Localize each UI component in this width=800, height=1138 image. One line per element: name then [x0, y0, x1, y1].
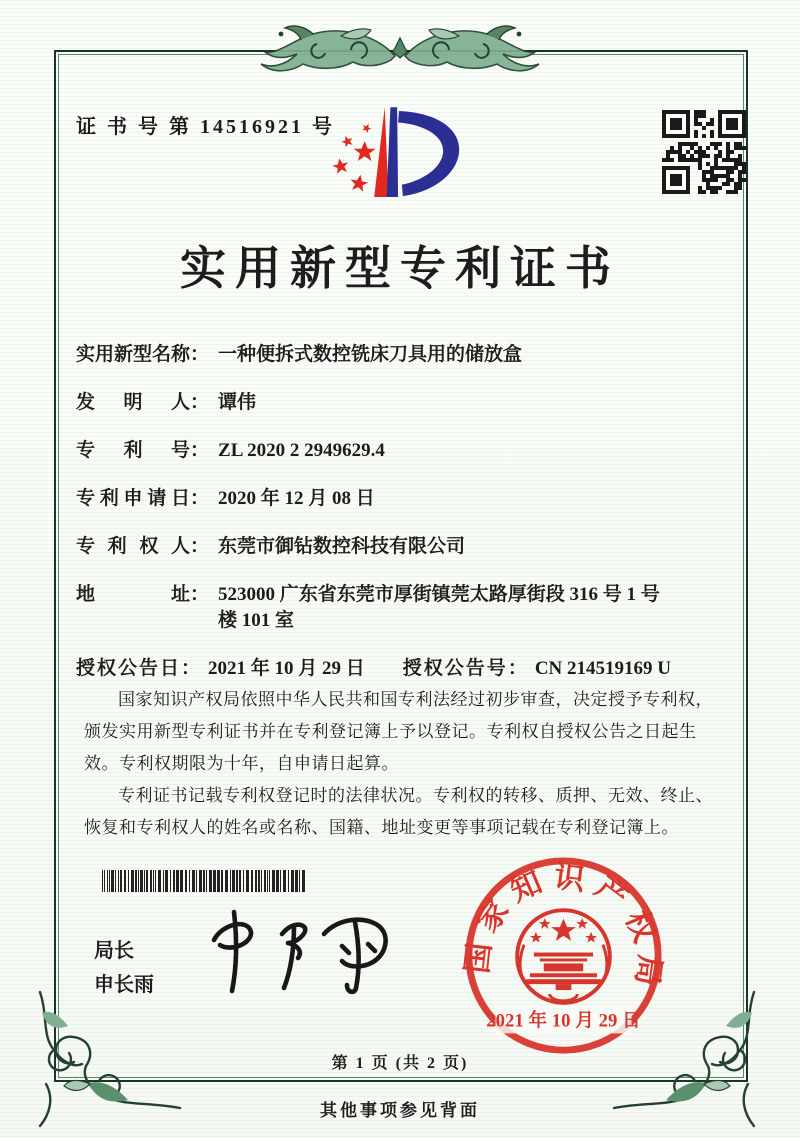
field-label: 专利申请日 [76, 488, 190, 509]
field-value: 2020 年 12 月 08 日 [218, 488, 375, 509]
field-row-patentee [76, 534, 676, 560]
dragon-ornament-icon [255, 12, 545, 92]
certificate-title: 实用新型专利证书 [180, 243, 620, 294]
colon: ： [507, 658, 527, 679]
field-row-patent-number [76, 438, 676, 464]
colon: ： [190, 440, 210, 461]
seal-text: 国家知识产权局 [460, 859, 667, 997]
field-label: 实用新型名称 [76, 344, 191, 365]
colon: ： [190, 536, 210, 557]
signature-shen-changyu-icon [196, 898, 411, 998]
cnipa-logo-icon [305, 96, 477, 214]
field-label: 专利号 [76, 440, 190, 461]
legal-paragraph-2: 专利证书记载专利权登记时的法律状况。专利权的转移、质押、无效、终止、恢复和专利权人的姓名或名称、国籍、地址变更等事项记载在专利登记簿上。 [84, 785, 713, 837]
grant-number-pair [403, 656, 671, 682]
page-number: 第 1 页 (共 2 页) [331, 1055, 469, 1072]
colon: ： [190, 584, 210, 605]
field-label: 授权公告日 [76, 658, 182, 679]
field-row-address [76, 582, 676, 634]
field-value: 2021 年 10 月 29 日 [208, 658, 365, 679]
colon: ： [190, 488, 210, 509]
field-label: 专利权人 [76, 536, 190, 557]
barcode-icon [100, 870, 310, 892]
seal-date: 2021 年 10 月 29 日 [486, 1010, 641, 1032]
legal-text [84, 684, 722, 844]
field-value: 一种便拆式数控铣床刀具用的储放盒 [218, 344, 523, 365]
certificate-number: 证 书 号 第 14516921 号 [76, 116, 335, 138]
grant-date-pair [76, 656, 365, 682]
colon: ： [190, 392, 210, 413]
colon: ： [181, 658, 201, 679]
field-label: 发明人 [76, 392, 190, 413]
commissioner-name: 申长雨 [94, 974, 154, 996]
field-label: 授权公告号 [402, 658, 508, 679]
official-seal-icon [460, 854, 667, 1061]
field-row-inventor [76, 390, 676, 416]
national-emblem-icon [517, 910, 610, 1003]
qr-code-icon [662, 110, 746, 194]
field-value: CN 214519169 U [534, 658, 671, 679]
field-value: 东莞市御钻数控科技有限公司 [218, 536, 466, 557]
colon: ： [190, 344, 210, 365]
field-value: ZL 2020 2 2949629.4 [218, 440, 385, 461]
commissioner-block [94, 934, 154, 1002]
field-label: 地址 [76, 584, 190, 605]
legal-paragraph-1: 国家知识产权局依照中华人民共和国专利法经过初步审查，决定授予专利权，颁发实用新型专利证书并在专利登记簿上予以登记。专利权自授权公告之日起生效。专利权期限为十年，自申请日起算。 [84, 690, 713, 773]
field-value: 523000 广东省东莞市厚街镇莞太路厚街段 316 号 1 号楼 101 室 [218, 584, 660, 631]
field-row-name [76, 342, 676, 368]
field-value: 谭伟 [218, 392, 257, 413]
commissioner-title: 局长 [94, 940, 134, 962]
field-list [76, 342, 676, 682]
back-note: 其他事项参见背面 [320, 1101, 480, 1120]
field-row-filing-date [76, 486, 676, 512]
field-row-grant [76, 656, 676, 682]
